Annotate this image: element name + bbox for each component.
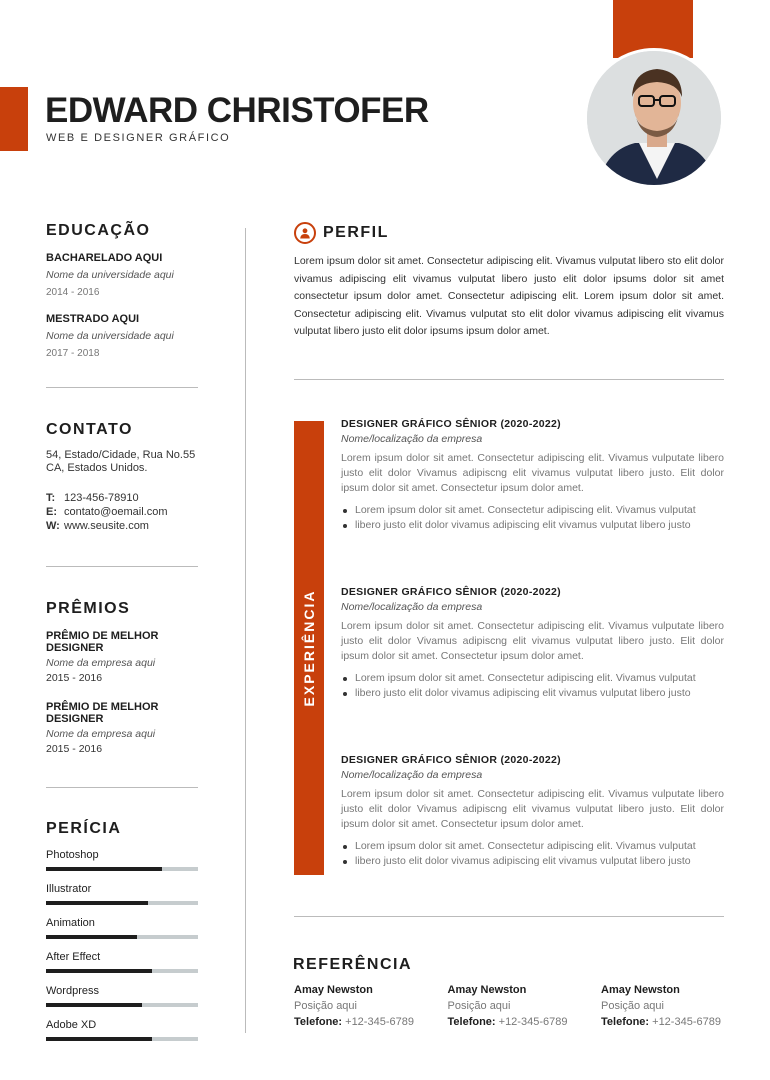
candidate-name: EDWARD CHRISTOFER: [45, 91, 429, 130]
job-title: DESIGNER GRÁFICO SÊNIOR (2020-2022): [341, 418, 561, 430]
reference-phone-row: [448, 1016, 578, 1028]
reference-phone: +12-345-6789: [498, 1016, 568, 1028]
education-item: [46, 252, 198, 298]
candidate-role: WEB E DESIGNER GRÁFICO: [46, 132, 231, 144]
profile-header: [294, 222, 724, 244]
contact-address: 54, Estado/Cidade, Rua No.55 CA, Estados Unidos.: [46, 449, 196, 474]
skill-name: Animation: [46, 917, 95, 929]
job-bullets: [341, 839, 724, 869]
experience-title: EXPERIÊNCIA: [301, 589, 317, 707]
award-company: Nome da empresa aqui: [46, 657, 156, 669]
education-degree: BACHARELADO AQUI: [46, 252, 163, 264]
email-label: E:: [46, 506, 57, 518]
skill-level-fill: [46, 935, 137, 939]
reference-name: Amay Newston: [447, 984, 527, 996]
reference-phone-label: Telefone:: [447, 1016, 496, 1028]
reference-name: Amay Newston: [601, 984, 680, 996]
skill-level-fill: [46, 867, 162, 871]
section-divider: [46, 787, 198, 788]
contact-email[interactable]: contato@oemail.com: [64, 506, 168, 518]
award-company: Nome da empresa aqui: [46, 728, 156, 740]
reference-phone: +12-345-6789: [652, 1016, 721, 1028]
skill-name: Adobe XD: [46, 1019, 97, 1031]
section-divider: [294, 379, 724, 380]
skill-level-bar: [46, 1037, 198, 1041]
user-circle-icon: [294, 222, 316, 244]
skill-item: [46, 951, 198, 973]
profile-title: PERFIL: [323, 224, 389, 241]
reference-position: Posição aqui: [447, 1000, 511, 1012]
skill-level-bar: [46, 901, 198, 905]
award-item: [46, 630, 198, 684]
column-divider: [245, 228, 246, 1033]
job-bullet: Lorem ipsum dolor sit amet. Consectetur adipiscing elit. Vivamus vulputat: [341, 503, 724, 518]
skill-level-bar: [46, 935, 198, 939]
job-bullet: Lorem ipsum dolor sit amet. Consectetur adipiscing elit. Vivamus vulputat: [341, 671, 724, 686]
awards-title: PRÊMIOS: [46, 600, 131, 617]
job-title: DESIGNER GRÁFICO SÊNIOR (2020-2022): [341, 754, 561, 766]
job-description: Lorem ipsum dolor sit amet. Consectetur adipiscing elit. Vivamus vulputate libero justo elit dolor Vivamus adipiscng elit vivamus vulputat libero justo. Elit dolor ipsum dolor sit amet. Consectetur ipsum dolor amet.: [341, 452, 724, 494]
references-list: [294, 984, 724, 1028]
job-entry: [341, 586, 724, 701]
job-bullet: Lorem ipsum dolor sit amet. Consectetur adipiscing elit. Vivamus vulputat: [341, 839, 724, 854]
web-label: W:: [46, 520, 60, 532]
reference-name: Amay Newston: [294, 984, 373, 996]
skill-name: After Effect: [46, 951, 101, 963]
skill-item: [46, 849, 198, 871]
education-school: Nome da universidade aqui: [46, 269, 174, 281]
job-bullets: [341, 671, 724, 701]
reference-phone-label: Telefone:: [601, 1016, 650, 1028]
job-title: DESIGNER GRÁFICO SÊNIOR (2020-2022): [341, 586, 561, 598]
skill-item: [46, 883, 198, 905]
reference-phone-label: Telefone:: [294, 1016, 343, 1028]
reference-card: [448, 984, 578, 1028]
phone-label: T:: [46, 492, 56, 504]
job-company: Nome/localização da empresa: [341, 769, 483, 781]
education-item: [46, 313, 198, 359]
skill-level-bar: [46, 969, 198, 973]
award-item: [46, 701, 198, 755]
skill-name: Photoshop: [46, 849, 99, 861]
skill-level-fill: [46, 969, 152, 973]
job-company: Nome/localização da empresa: [341, 601, 483, 613]
skill-item: [46, 917, 198, 939]
skill-level-fill: [46, 901, 148, 905]
sidebar: [46, 222, 198, 1041]
section-divider: [46, 387, 198, 388]
references-title: REFERÊNCIA: [293, 956, 413, 973]
job-description: Lorem ipsum dolor sit amet. Consectetur adipiscing elit. Vivamus vulputate libero justo elit dolor Vivamus adipiscng elit vivamus vulputat libero justo. Elit dolor ipsum dolor sit amet. Consectetur ipsum dolor amet.: [341, 620, 724, 662]
skill-name: Wordpress: [46, 985, 99, 997]
award-years: 2015 - 2016: [46, 672, 103, 684]
education-years: 2014 - 2016: [46, 287, 100, 298]
job-description: Lorem ipsum dolor sit amet. Consectetur adipiscing elit. Vivamus vulputate libero justo elit dolor Vivamus adipiscng elit vivamus vulputat libero justo. Elit dolor ipsum dolor sit amet. Consectetur ipsum dolor amet.: [341, 788, 724, 830]
contact-phone: 123-456-78910: [64, 492, 139, 504]
education-section: [46, 222, 198, 359]
education-degree: MESTRADO AQUI: [46, 313, 140, 325]
skill-item: [46, 985, 198, 1007]
accent-block-left: [0, 87, 28, 151]
job-company: Nome/localização da empresa: [341, 433, 483, 445]
contact-web-row: [46, 520, 198, 532]
contact-title: CONTATO: [46, 421, 133, 438]
job-entry: [341, 418, 724, 533]
award-name: PRÊMIO DE MELHOR DESIGNER: [46, 630, 159, 654]
reference-phone: +12-345-6789: [345, 1016, 414, 1028]
portrait-image: [587, 51, 724, 188]
reference-position: Posição aqui: [294, 1000, 357, 1012]
skills-section: [46, 820, 198, 1041]
section-divider: [294, 916, 724, 917]
main-column: [294, 222, 724, 380]
reference-card: [294, 984, 424, 1028]
reference-phone-row: [294, 1016, 424, 1028]
awards-section: [46, 600, 198, 755]
contact-email-row: [46, 506, 198, 518]
reference-position: Posição aqui: [601, 1000, 664, 1012]
education-years: 2017 - 2018: [46, 348, 100, 359]
skill-level-bar: [46, 867, 198, 871]
skill-item: [46, 1019, 198, 1041]
job-entry: [341, 754, 724, 869]
profile-text: Lorem ipsum dolor sit amet. Consectetur adipiscing elit. Vivamus vulputat libero sto elit dolor vivamus adipiscing elit vivamus vulputat libero justo elit dolor ipsums dolor sit amet consectetur ipsum dolor amet. Consectetur adipiscing elit. Lorem ipsum dolor sit amet. Consectetur adipiscing elit. Vivamus vulputat sto elit dolor vivamus adipiscing elit vivamus vulputat libero justo elit dolor ipsums ipsum dolor amet.: [294, 255, 724, 337]
experience-label-bar: [294, 421, 324, 875]
contact-website[interactable]: www.seusite.com: [64, 520, 149, 532]
skill-name: Illustrator: [46, 883, 92, 895]
skills-list: [46, 849, 198, 1041]
contact-section: [46, 421, 198, 532]
education-school: Nome da universidade aqui: [46, 330, 174, 342]
reference-card: [601, 984, 724, 1028]
job-bullet: libero justo elit dolor vivamus adipiscing elit vivamus vulputat libero justo: [341, 854, 724, 869]
job-bullet: libero justo elit dolor vivamus adipiscing elit vivamus vulputat libero justo: [341, 686, 724, 701]
award-years: 2015 - 2016: [46, 743, 103, 755]
award-name: PRÊMIO DE MELHOR DESIGNER: [46, 701, 159, 725]
skill-level-bar: [46, 1003, 198, 1007]
skill-level-fill: [46, 1037, 152, 1041]
contact-phone-row: [46, 492, 198, 504]
skill-level-fill: [46, 1003, 142, 1007]
section-divider: [46, 566, 198, 567]
job-bullet: libero justo elit dolor vivamus adipiscing elit vivamus vulputat libero justo: [341, 518, 724, 533]
profile-photo: [584, 48, 724, 188]
reference-phone-row: [601, 1016, 724, 1028]
education-title: EDUCAÇÃO: [46, 222, 151, 239]
skills-title: PERÍCIA: [46, 820, 122, 837]
job-bullets: [341, 503, 724, 533]
